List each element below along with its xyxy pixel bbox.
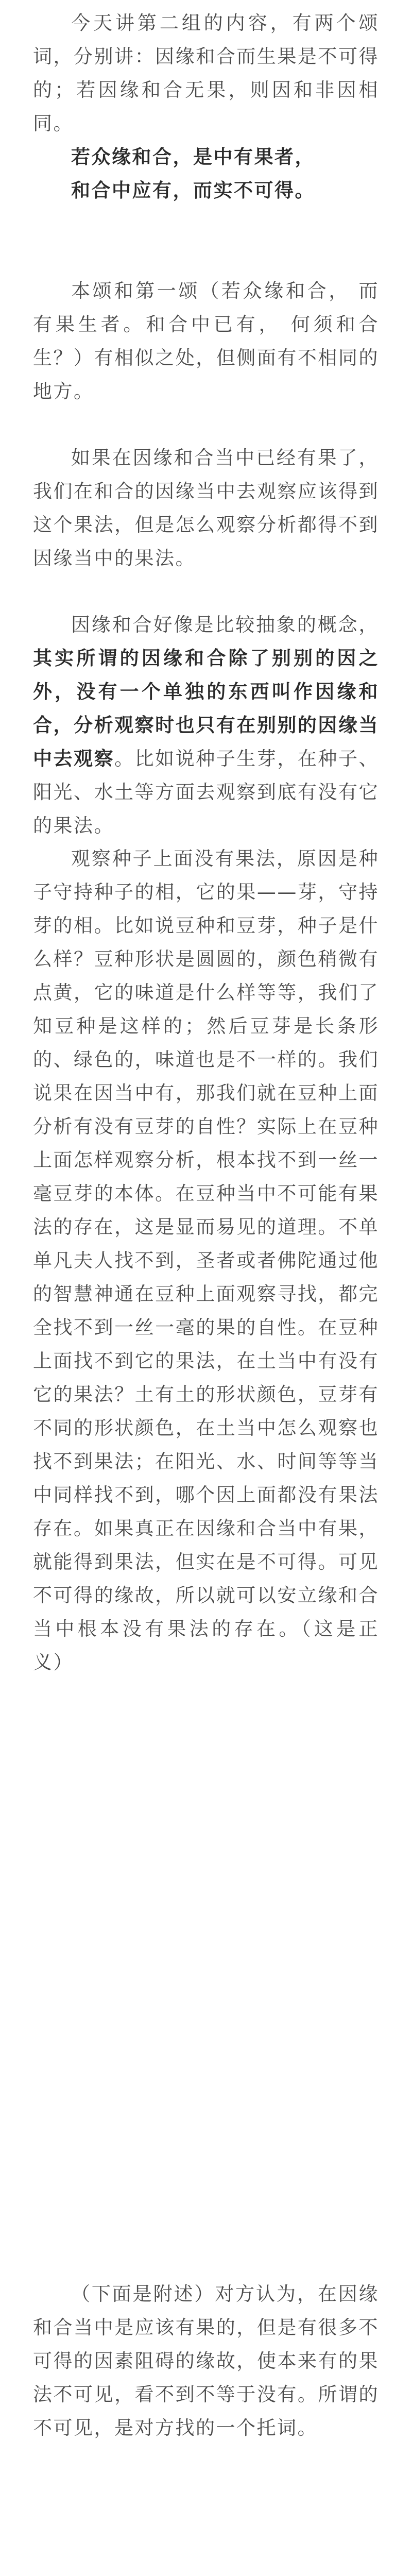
paragraph-causes-emphasis: 其实所谓的因缘和合除了别别的因之外，没有一个单独的东西叫作因缘和合，分析观察时也只有在别别的因缘当中去观察: [33, 647, 379, 770]
verse-line-2: 和合中应有，而实不可得。: [71, 179, 315, 201]
verse-line-1: 若众缘和合，是中有果者，: [71, 146, 315, 168]
paragraph-causes-conditions: [33, 608, 379, 842]
paragraph-intro: 今天讲第二组的内容，有两个颂词，分别讲：因缘和合而生果是不可得的；若因缘和合无果，则因和非因相同。: [33, 12, 379, 134]
paragraph-causes-after: 。比如说种子生芽，在种子、阳光、水土等方面去观察到底有没有它的果法。: [33, 748, 379, 837]
paragraph-seed-analysis: 观察种子上面没有果法，原因是种子守持种子的相，它的果——芽，守持芽的相。比如说豆种和豆芽，种子是什么样？豆种形状是圆圆的，颜色稍微有点黄，它的味道是什么样等等，我们了知豆种是这样的；然后豆芽是长条形的、绿色的，味道也是不一样的。我们说果在因当中有，那我们就在豆种上面分析有没有豆芽的自性？实际上在豆种上面怎样观察分析，根本找不到一丝一毫豆芽的本体。在豆种当中不可能有果法的存在，这是显而易见的道理。不单单凡夫人找不到，圣者或者佛陀通过他的智慧神通在豆种上面观察寻找，都完全找不到一丝一毫的果的自性。在豆种上面找不到它的果法，在土当中有没有它的果法？土有土的形状颜色，豆芽有不同的形状颜色，在土当中怎么观察也找不到果法；在阳光、水、时间等等当中同样找不到，哪个因上面都没有果法存在。如果真正在因缘和合当中有果，就能得到果法，但实在是不可得。可见不可得的缘故，所以就可以安立缘和合当中根本没有果法的存在。（这是正义）: [33, 848, 379, 1673]
verse-block: [33, 140, 379, 207]
paragraph-opponent-view: （下面是附述）对方认为，在因缘和合当中是应该有果的，但是有很多不可得的因素阻碍的缘故，使本来有的果法不可见，看不到不等于没有。所谓的不可见，是对方找的一个托词。: [33, 2283, 379, 2439]
paragraph-causes-before: 因缘和合好像是比较抽象的概念，: [71, 614, 379, 636]
paragraph-cannot-find-result: 如果在因缘和合当中已经有果了，我们在和合的因缘当中去观察应该得到这个果法，但是怎么观察分析都得不到因缘当中的果法。: [33, 447, 379, 569]
paragraph-compare-first-verse: 本颂和第一颂（若众缘和合， 而有果生者。和合中已有， 何须和合生？）有相似之处，但侧面有不相同的地方。: [33, 280, 379, 402]
